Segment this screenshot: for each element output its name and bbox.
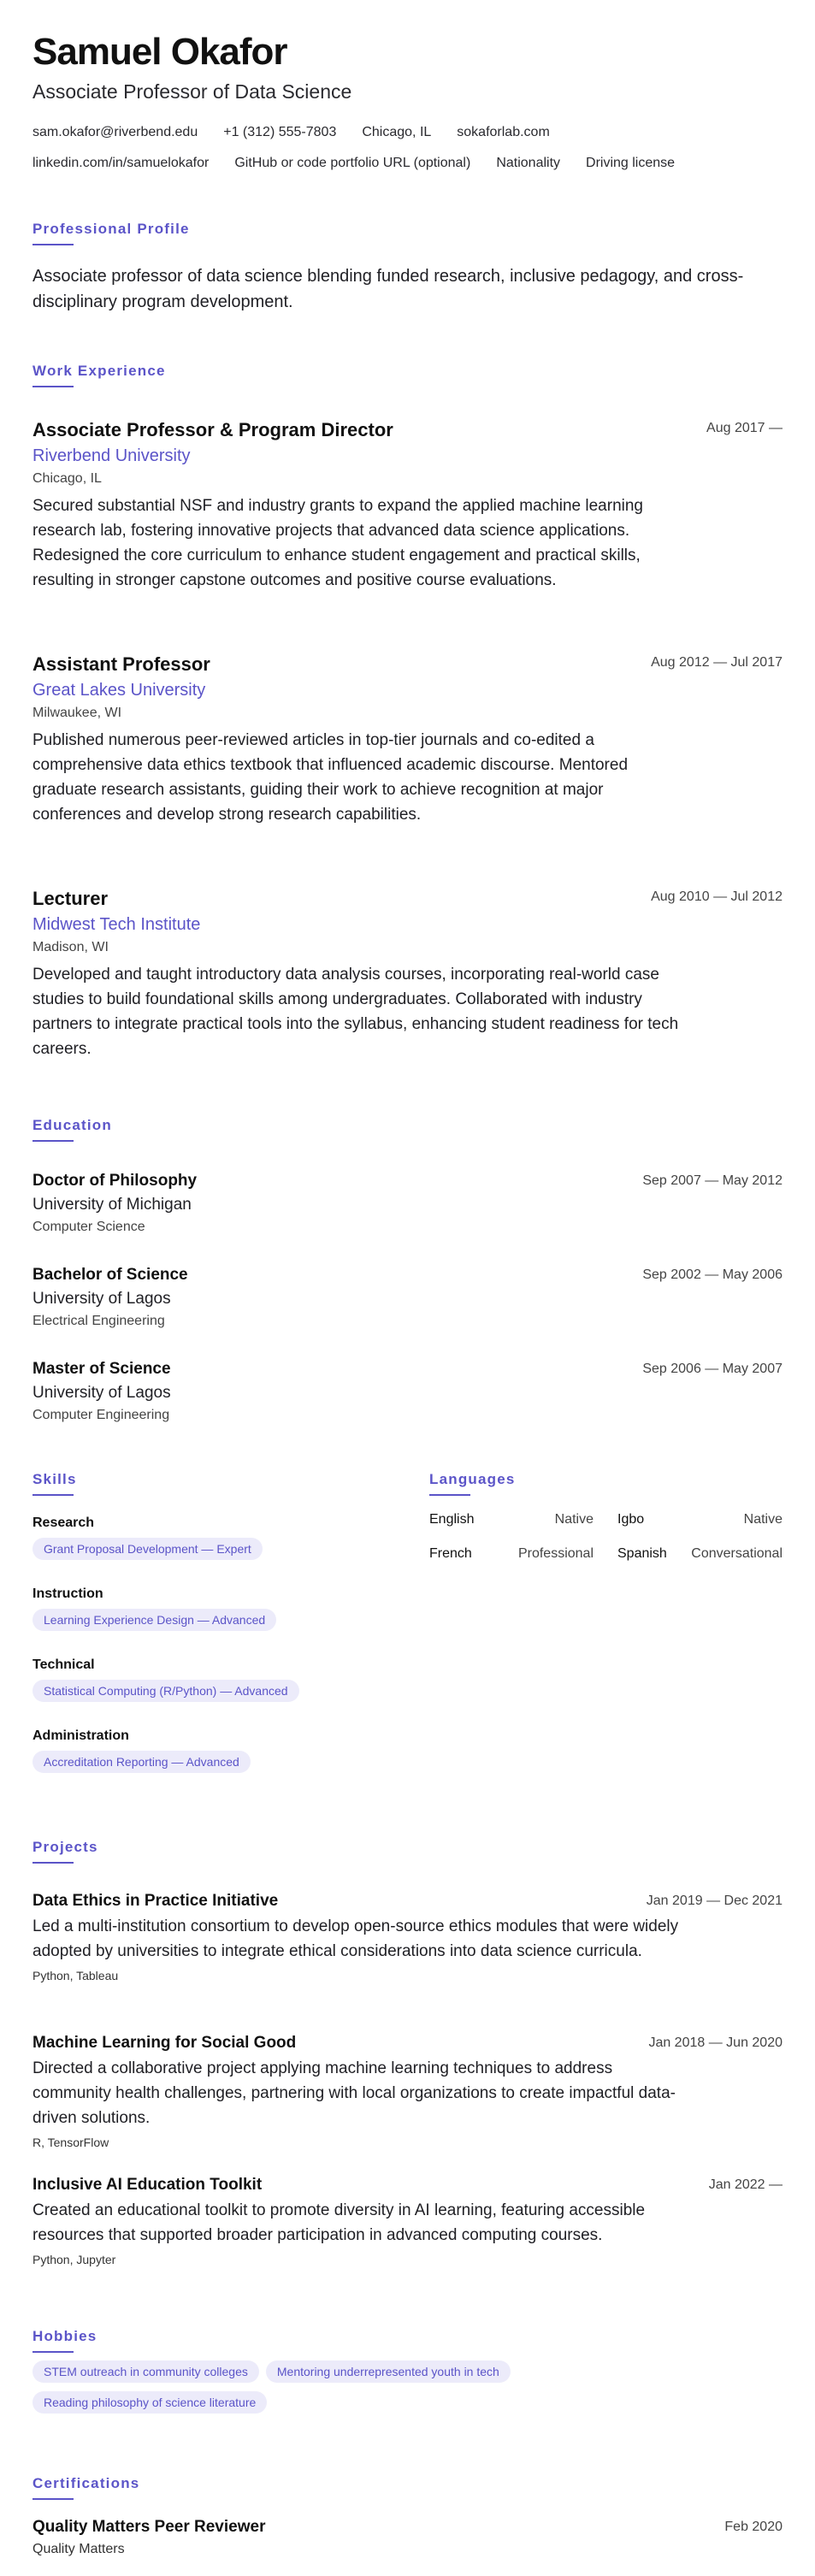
project-description: Led a multi-institution consortium to develop open-source ethics modules that were widely adopted by universities to integrate ethical considerations into data science curricula. xyxy=(32,1917,679,1960)
skill-chip: Grant Proposal Development — Expert xyxy=(32,1538,263,1560)
certification-title: Quality Matters Peer Reviewer xyxy=(32,2518,266,2536)
language-level: Native xyxy=(743,1512,783,1527)
project-tech: R, TensorFlow xyxy=(32,2136,109,2149)
project-title: Machine Learning for Social Good xyxy=(32,2034,297,2052)
skill-category: Administration xyxy=(32,1728,129,1743)
section-divider xyxy=(32,1494,74,1496)
job-title: Assistant Professor xyxy=(32,653,210,675)
section-title-education: Education xyxy=(32,1117,112,1133)
education-school: University of Lagos xyxy=(32,1384,171,1402)
language-level: Native xyxy=(554,1512,594,1527)
skill-group xyxy=(32,1586,392,1631)
certification-item xyxy=(32,2518,783,2557)
skill-group xyxy=(32,1728,392,1773)
skill-category: Technical xyxy=(32,1657,95,1672)
education-item xyxy=(32,1172,783,1235)
project-description: Directed a collaborative project applying machine learning techniques to address community health challenges, partnering with local organizations to create impactful data-driven solutions. xyxy=(32,2059,676,2127)
education-item xyxy=(32,1360,783,1423)
hobby-chip: Reading philosophy of science literature xyxy=(32,2391,267,2414)
skill-chip: Learning Experience Design — Advanced xyxy=(32,1609,276,1631)
education-degree: Doctor of Philosophy xyxy=(32,1172,198,1190)
project-dates: Jan 2018 — Jun 2020 xyxy=(648,2035,783,2050)
project-title: Data Ethics in Practice Initiative xyxy=(32,1892,279,1910)
section-title-projects: Projects xyxy=(32,1839,98,1855)
project-dates: Jan 2022 — xyxy=(708,2177,783,2192)
education-item xyxy=(32,1266,783,1329)
job-location: Madison, WI xyxy=(32,940,109,954)
profile-summary: Associate professor of data science blending funded research, inclusive pedagogy, and cross-disciplinary program development. xyxy=(32,267,744,311)
contact-location: Chicago, IL xyxy=(362,125,432,139)
project-description: Created an educational toolkit to promote diversity in AI learning, featuring accessible resources that supported broader participation in advanced computing courses. xyxy=(32,2201,646,2244)
contact-driving-license: Driving license xyxy=(586,156,676,170)
job-location: Chicago, IL xyxy=(32,471,102,486)
job-description: Developed and taught introductory data analysis courses, incorporating real-world case studies to build foundational skills among undergraduates. Collaborated with industry partners to integrate practical tools into the syllabus, enhancing student readiness for tech careers. xyxy=(32,966,679,1058)
section-title-certifications: Certifications xyxy=(32,2475,140,2491)
section-divider xyxy=(32,244,74,245)
job-organization: Great Lakes University xyxy=(32,681,206,700)
section-title-skills: Skills xyxy=(32,1471,77,1487)
job-organization: Riverbend University xyxy=(32,446,191,465)
section-divider xyxy=(32,1862,74,1864)
section-divider xyxy=(32,2498,74,2500)
education-field: Computer Engineering xyxy=(32,1408,170,1422)
job-dates: Aug 2010 — Jul 2012 xyxy=(651,889,783,904)
certification-date: Feb 2020 xyxy=(724,2520,783,2534)
section-title-profile: Professional Profile xyxy=(32,221,190,237)
skill-group xyxy=(32,1657,392,1702)
education-school: University of Michigan xyxy=(32,1196,192,1214)
contact-linkedin[interactable]: linkedin.com/in/samuelokafor xyxy=(32,156,210,170)
job-dates: Aug 2017 — xyxy=(706,421,783,435)
hobbies-list xyxy=(32,2360,783,2422)
language-level: Professional xyxy=(517,1546,594,1561)
language-row xyxy=(429,1546,783,1580)
contact-email[interactable]: sam.okafor@riverbend.edu xyxy=(32,125,198,139)
section-divider xyxy=(32,1140,74,1142)
job-dates: Aug 2012 — Jul 2017 xyxy=(651,655,783,670)
language-level: Conversational xyxy=(691,1546,783,1561)
education-degree: Master of Science xyxy=(32,1360,171,1378)
hobby-chip: STEM outreach in community colleges xyxy=(32,2360,259,2383)
education-school: University of Lagos xyxy=(32,1290,171,1308)
project-item xyxy=(32,1892,783,1982)
education-field: Electrical Engineering xyxy=(32,1314,165,1328)
experience-item xyxy=(32,888,783,1061)
language-name: Igbo xyxy=(617,1512,645,1527)
section-title-languages: Languages xyxy=(429,1471,516,1487)
education-degree: Bachelor of Science xyxy=(32,1266,188,1284)
contact-github[interactable]: GitHub or code portfolio URL (optional) xyxy=(234,156,471,170)
project-item xyxy=(32,2034,783,2149)
contact-row-primary xyxy=(32,125,576,140)
education-dates: Sep 2007 — May 2012 xyxy=(642,1173,783,1188)
experience-item xyxy=(32,653,783,827)
skill-category: Instruction xyxy=(32,1586,103,1601)
skill-category: Research xyxy=(32,1515,95,1530)
skill-group xyxy=(32,1515,392,1560)
experience-item xyxy=(32,419,783,593)
skill-chip: Accreditation Reporting — Advanced xyxy=(32,1751,251,1773)
job-organization: Midwest Tech Institute xyxy=(32,915,201,934)
education-dates: Sep 2002 — May 2006 xyxy=(642,1267,783,1282)
job-title: Associate Professor & Program Director xyxy=(32,419,393,440)
education-dates: Sep 2006 — May 2007 xyxy=(642,1362,783,1376)
project-item xyxy=(32,2176,783,2266)
contact-nationality: Nationality xyxy=(496,156,561,170)
project-dates: Jan 2019 — Dec 2021 xyxy=(646,1894,783,1908)
contact-website[interactable]: sokaforlab.com xyxy=(457,125,550,139)
language-name: French xyxy=(429,1546,472,1561)
section-title-hobbies: Hobbies xyxy=(32,2328,97,2344)
contact-row-secondary xyxy=(32,156,700,171)
job-title: Lecturer xyxy=(32,888,109,909)
project-tech: Python, Tableau xyxy=(32,1969,119,1982)
skill-chip: Statistical Computing (R/Python) — Advanced xyxy=(32,1680,299,1702)
hobby-chip: Mentoring underrepresented youth in tech xyxy=(266,2360,511,2383)
language-name: Spanish xyxy=(617,1546,667,1561)
language-row xyxy=(429,1512,783,1546)
job-location: Milwaukee, WI xyxy=(32,706,122,720)
section-title-experience: Work Experience xyxy=(32,363,166,379)
project-tech: Python, Jupyter xyxy=(32,2253,116,2266)
education-field: Computer Science xyxy=(32,1220,145,1234)
section-divider xyxy=(429,1494,470,1496)
project-title: Inclusive AI Education Toolkit xyxy=(32,2176,263,2194)
section-divider xyxy=(32,2351,74,2353)
job-description: Published numerous peer-reviewed articles in top-tier journals and co-edited a comprehensive data ethics textbook that influenced academic discourse. Mentored graduate research assistants, guiding their work to achieve recognition at major conferences and develop strong research capabilities. xyxy=(32,731,629,824)
job-description: Secured substantial NSF and industry grants to expand the applied machine learning research lab, fostering innovative projects that advanced data science applications. Redesigned the core curriculum to enhance student engagement and practical skills, resulting in stronger capstone outcomes and positive course evaluations. xyxy=(32,497,643,589)
candidate-name: Samuel Okafor xyxy=(32,31,287,73)
candidate-title: Associate Professor of Data Science xyxy=(32,80,352,103)
certification-issuer: Quality Matters xyxy=(32,2542,125,2556)
language-name: English xyxy=(429,1512,475,1527)
contact-phone[interactable]: +1 (312) 555-7803 xyxy=(223,125,337,139)
languages-grid xyxy=(429,1512,783,1580)
section-divider xyxy=(32,386,74,387)
